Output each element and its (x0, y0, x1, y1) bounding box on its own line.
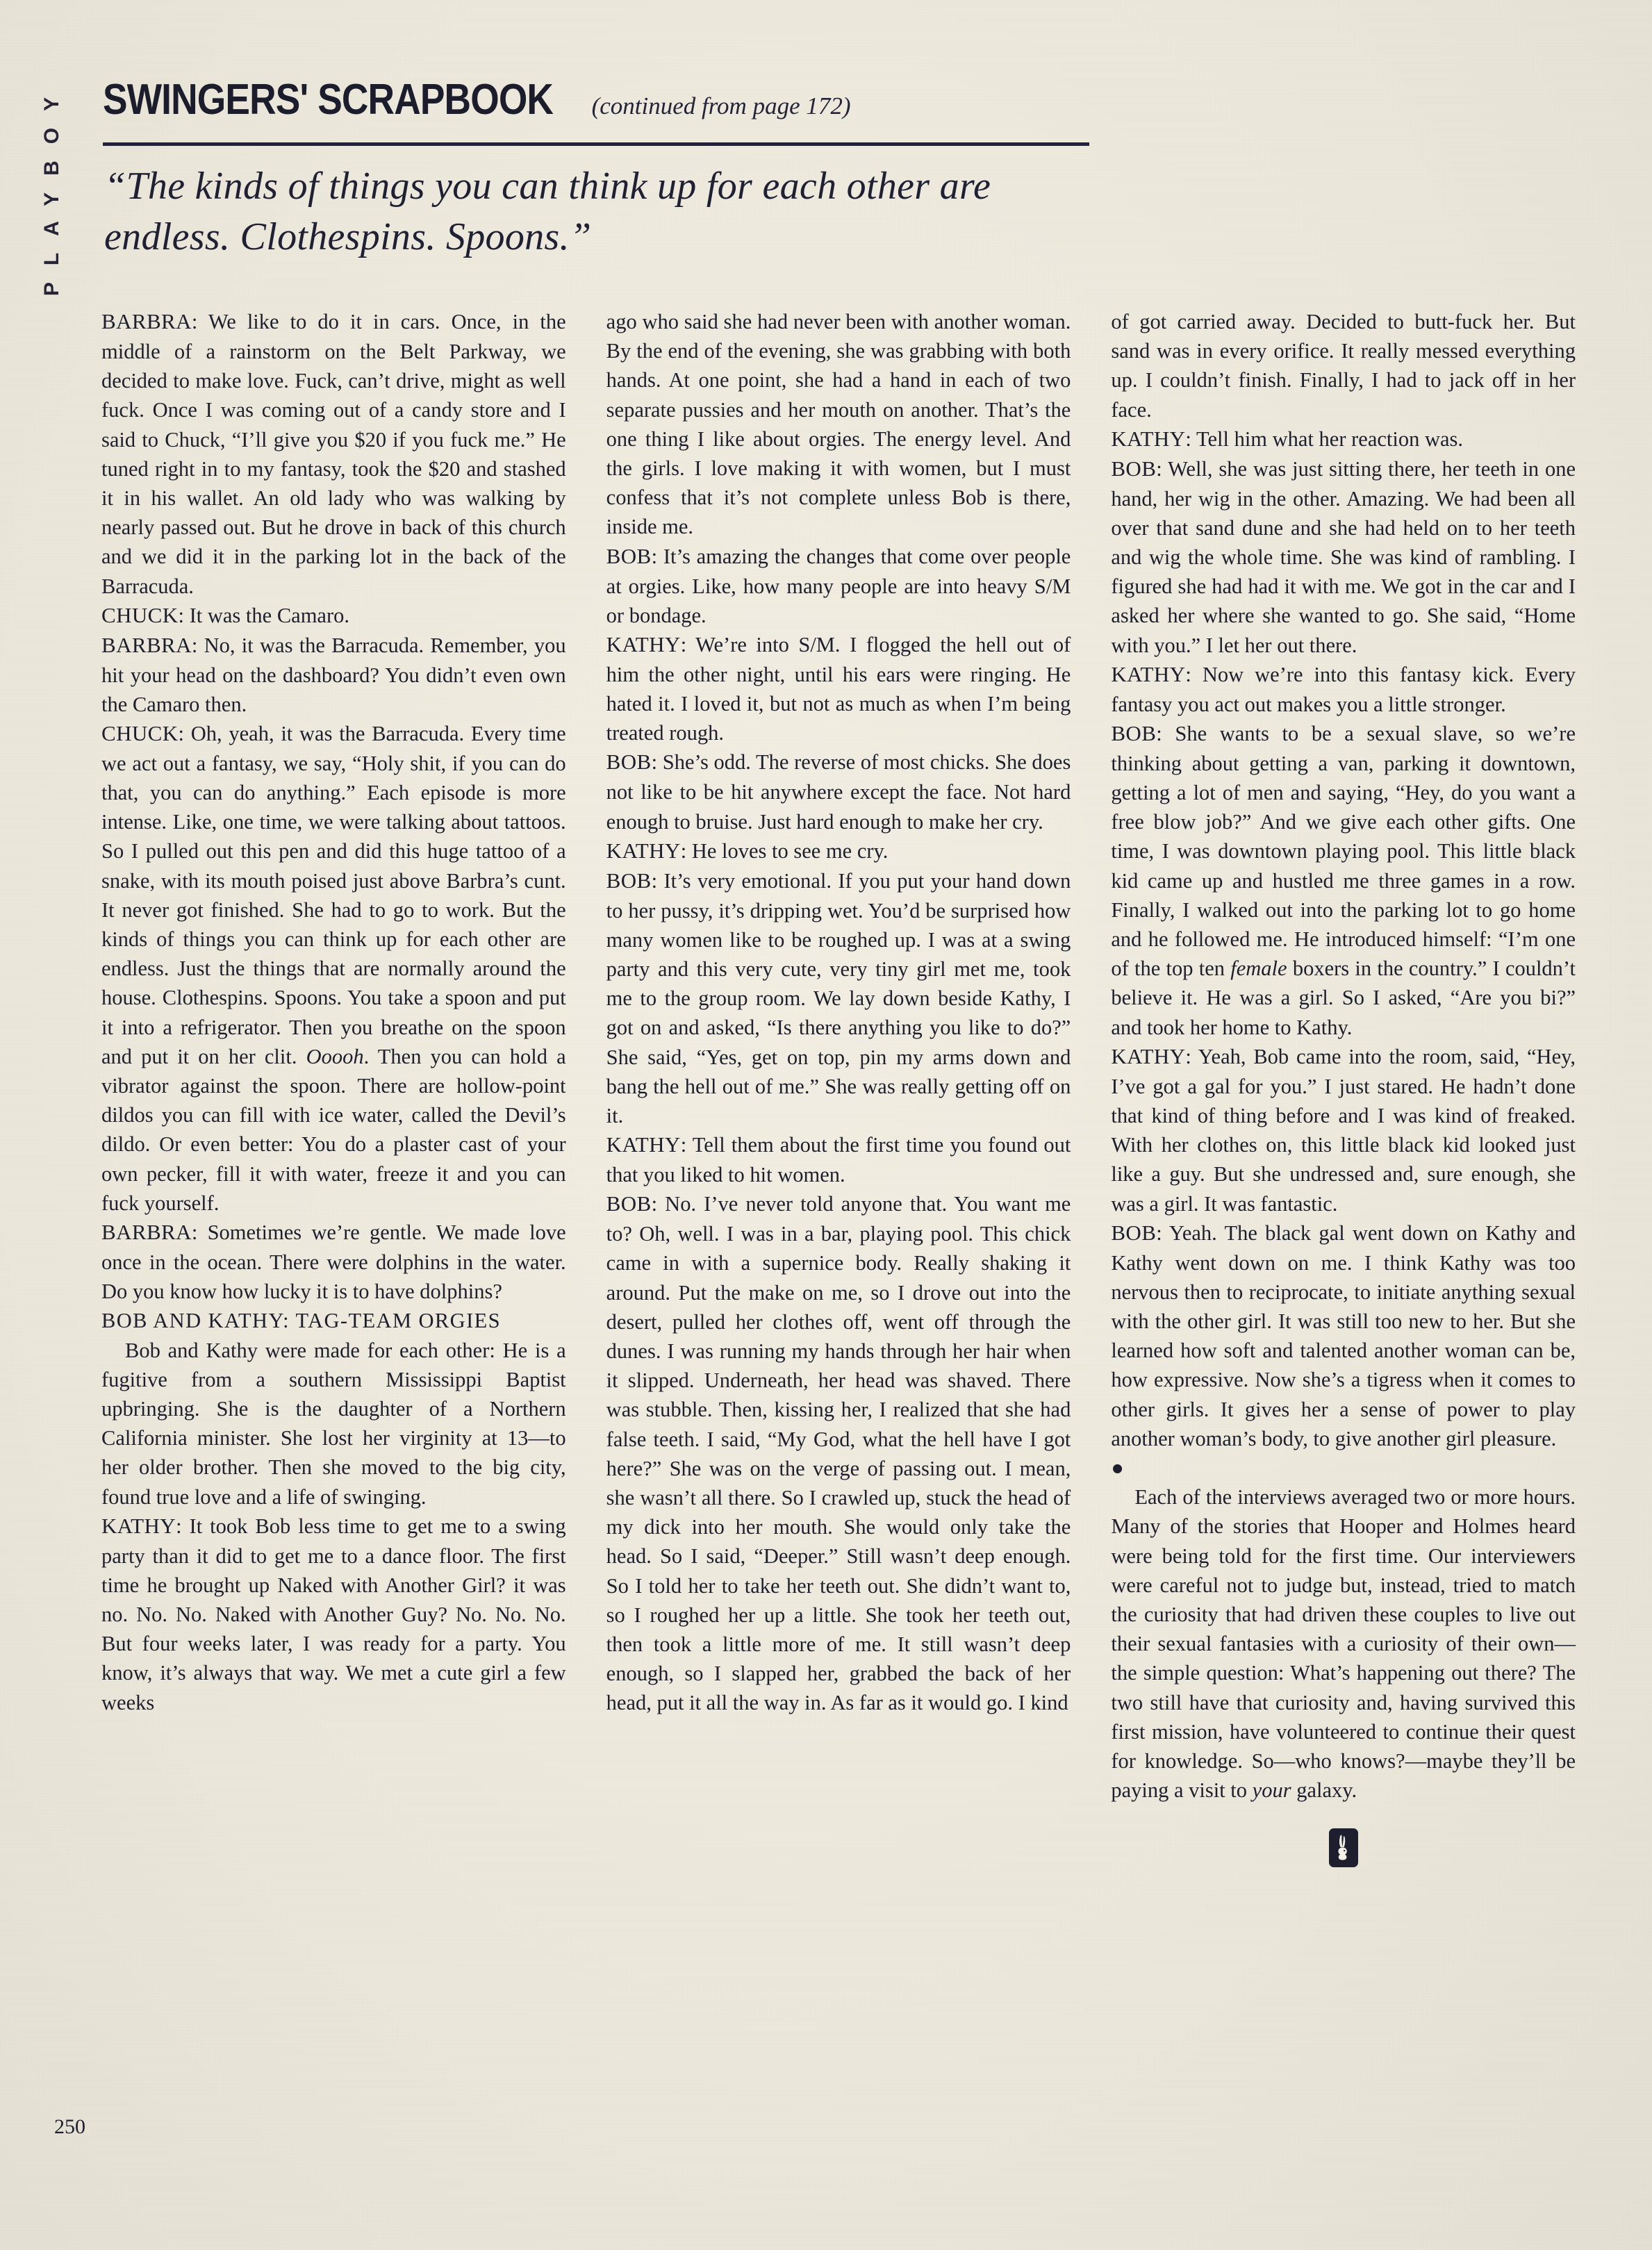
speaker-label: KATHY (1111, 1043, 1186, 1068)
speaker-label: BOB (1111, 1220, 1157, 1245)
dialogue-text: : It’s very emotional. If you put your hand down to her pussy, it’s dripping wet. You’d be surprised how many women like to be roughed up. I was at a swing party and this very cute, very tiny girl met me, took me to the group room. We lay down beside Kathy, I got on and asked, “Is there anything you like to do?” She said, “Yes, get on top, pin my arms down and bang the hell out of me.” She was really getting off on it. (606, 868, 1071, 1127)
speaker-label: BOB (606, 868, 652, 893)
speaker-label: CHUCK (101, 602, 179, 627)
column-three (1111, 307, 1576, 1867)
article-masthead (103, 75, 1574, 124)
closing-text-part1: Each of the interviews averaged two or more hours. Many of the stories that Hooper and Holmes heard were being told for the first time. Our interviewers were careful not to judge but, instead, tried to match the curiosity that had driven these couples to live out their sexual fantasies with a curiosity of their own—the simple question: What’s happening out there? The two still have that curiosity and, having survived this first mission, have volunteered to continue their quest for knowledge. So—who knows?—maybe they’ll be paying a visit to (1111, 1485, 1576, 1803)
dialogue-block (101, 719, 566, 1218)
dialogue-text: : Tell them about the first time you found out that you liked to hit women. (606, 1133, 1071, 1187)
dialogue-text: : He loves to see me cry. (680, 838, 889, 863)
dialogue-block (606, 866, 1071, 1131)
dialogue-block (101, 631, 566, 719)
emphasis-word: your (1252, 1778, 1291, 1803)
dialogue-block (1111, 719, 1576, 1042)
pull-quote-deck: “The kinds of things you can think up for each other are endless. Clothespins. Spoons.” (104, 165, 991, 258)
dialogue-text: : No, it was the Barracuda. Remember, you hit your head on the dashboard? You didn’t even own the Camaro then. (101, 633, 566, 716)
dialogue-text: : Oh, yeah, it was the Barracuda. Every time we act out a fantasy, we say, “Holy shit, if you can do that, you can do anything.” Each episode is more intense. Like, one time, we were talking about tattoos. So I pulled out this pen and did this huge tattoo of a snake, with its mouth poised just above Barbra’s cunt. It never got finished. She had to go to work. But the kinds of things you can think up for each other are endless. Just the things that are normally around the house. Clothespins. Spoons. You take a spoon and put it into a refrigerator. Then you breathe on the spoon and put it on her clit. (101, 721, 566, 1068)
body-paragraph: Bob and Kathy were made for each other: He is a fugitive from a southern Mississippi Baptist upbringing. She is the daughter of a Northern California minister. She lost her virginity at 13—to her older brother. Then she moved to the big city, found true love and a life of swinging. (101, 1338, 566, 1509)
header-rule (103, 142, 1089, 146)
speaker-label: BOB (1111, 720, 1157, 745)
magazine-spine-mark (36, 72, 68, 301)
rabbit-head-endmark-icon (1329, 1828, 1358, 1867)
dialogue-text: : She’s odd. The reverse of most chicks. She does not like to be hit anywhere except the face. Not hard enough to bruise. Just hard enough to make her cry. (606, 750, 1071, 834)
column-two (606, 307, 1071, 1867)
dialogue-block (1111, 424, 1576, 454)
dialogue-text: : Yeah. The black gal went down on Kathy and Kathy went down on me. I think Kathy was too nervous then to reciprocate, to initiate anything sexual with the other girl. It was still too new to her. But she learned how soft and talented another woman can be, how expressive. Now she’s a tigress when it comes to other girls. It gives her a sense of power to play another woman’s body, to give another girl pleasure. (1111, 1221, 1576, 1450)
dialogue-block (606, 630, 1071, 748)
speaker-label: CHUCK (101, 720, 179, 745)
continued-from-note: (continued from page 172) (591, 92, 851, 119)
speaker-label: KATHY (101, 1513, 176, 1538)
article-title: SWINGERS' SCRAPBOOK (103, 76, 554, 124)
dialogue-block (101, 1218, 566, 1306)
body-paragraph: of got carried away. Decided to butt-fuck her. But sand was in every orifice. It really messed everything up. I couldn’t finish. Finally, I had to jack off in her face. (1111, 310, 1576, 422)
speaker-label: BARBRA (101, 632, 192, 657)
column-one (101, 307, 566, 1867)
dialogue-block (606, 1130, 1071, 1189)
dialogue-text: : Now we’re into this fantasy kick. Every fantasy you act out makes you a little stronger. (1111, 662, 1576, 716)
speaker-label: BOB (606, 543, 652, 568)
dialogue-text: : It took Bob less time to get me to a swing party than it did to get me to a dance floor. The first time he brought up Naked with Another Girl? it was no. No. No. Naked with Another Guy? No. No. No. But four weeks later, I was ready for a party. You know, it’s always that way. We met a cute girl a few weeks (101, 1514, 566, 1714)
dialogue-text-cont: . Then you can hold a vibrator against the spoon. There are hollow-point dildos you can fill with ice water, called the Devil’s dildo. Or even better: You do a plaster cast of your own pecker, fill it with water, freeze it and you can fuck yourself. (101, 1044, 566, 1215)
speaker-label: KATHY (1111, 661, 1186, 686)
dialogue-block (1111, 660, 1576, 719)
dialogue-text: : It was the Camaro. (178, 603, 349, 627)
article-body (101, 307, 1576, 1867)
speaker-label: KATHY (606, 838, 681, 863)
section-bullet-divider: ● (1111, 1456, 1124, 1480)
dialogue-block (606, 1189, 1071, 1717)
dialogue-text: : Tell him what her reaction was. (1185, 427, 1464, 451)
closing-paragraph (1111, 1482, 1576, 1805)
dialogue-text: : Yeah, Bob came into the room, said, “Hey, I’ve got a gal for you.” I just stared. He hadn’t done that kind of thing before and I was kind of freaked. With her clothes on, this little black kid looked just like a guy. But she undressed and, sure enough, she was a girl. It was fantastic. (1111, 1044, 1576, 1216)
dialogue-text: : Sometimes we’re gentle. We made love once in the ocean. There were dolphins in the water. Do you know how lucky it is to have dolphins? (101, 1221, 566, 1304)
dialogue-text-cont: boxers in the country.” I couldn’t believe it. He was a girl. So I asked, “Are you bi?” and took her home to Kathy. (1111, 957, 1576, 1039)
dialogue-block (1111, 1042, 1576, 1218)
dialogue-text: : It’s amazing the changes that come over people at orgies. Like, how many people are into heavy S/M or bondage. (606, 544, 1071, 627)
dialogue-block (606, 747, 1071, 836)
dialogue-block (101, 307, 566, 601)
spine-label: PLAYBOY (40, 80, 64, 297)
dialogue-text: : No. I’ve never told anyone that. You want me to? Oh, well. I was in a bar, playing pool. This chick came in with a supernice body. Really shaking it around. Put the make on me, so I drove out into the desert, pulled her clothes off, went off through the dunes. I was running my hands through her hair when it slipped. Underneath, her head was shaved. There was stubble. Then, kissing her, I realized that she had false teeth. I said, “My God, what the hell have I got here?” She was on the verge of passing out. I mean, she wasn’t all there. So I crawled up, stuck the head of my dick into her mouth. She would only take the head. So I said, “Deeper.” Still wasn’t deep enough. So I told her to take her teeth out. She didn’t want to, so I roughed her up a little. She took her teeth out, then took a little more of me. It still wasn’t deep enough, so I slapped her, grabbed the back of her head, put it all the way in. As far as it would go. I kind (606, 1192, 1071, 1715)
speaker-label: KATHY (1111, 426, 1186, 451)
emphasis-word: female (1230, 957, 1287, 981)
closing-text-part2: galaxy. (1291, 1778, 1357, 1803)
dialogue-block (606, 542, 1071, 630)
dialogue-text: : We’re into S/M. I flogged the hell out of him the other night, until his ears were ringing. He hated it. I loved it, but not as much as when I’m being treated rough. (606, 632, 1071, 745)
dialogue-block (606, 836, 1071, 866)
speaker-label: BOB (606, 750, 652, 775)
speaker-label: BARBRA (101, 1220, 192, 1245)
speaker-label: BARBRA (101, 309, 192, 333)
emphasis-word: Ooooh (306, 1044, 364, 1068)
speaker-label: KATHY (606, 631, 681, 656)
section-subhead: BOB AND KATHY: TAG-TEAM ORGIES (101, 1309, 502, 1333)
dialogue-block (1111, 454, 1576, 660)
body-paragraph: ago who said she had never been with another woman. By the end of the evening, she was grabbing with both hands. At one point, she had a hand in each of two separate pussies and her mouth on another. That’s the one thing I like about orgies. The energy level. And the girls. I love making it with women, but I must confess that it’s not complete unless Bob is there, inside me. (606, 310, 1071, 539)
dialogue-block (101, 1512, 566, 1717)
dialogue-block (101, 601, 566, 631)
speaker-label: BOB (1111, 456, 1157, 481)
page-number: 250 (54, 2115, 85, 2138)
dialogue-block (1111, 1218, 1576, 1453)
dialogue-text: : She wants to be a sexual slave, so we’re thinking about getting a van, parking it downtown, getting a lot of men and saying, “Hey, do you want a free blow job?” And we give each other gifts. One time, I was downtown playing pool. This little black kid came up and hustled me three games in a row. Finally, I walked out into the parking lot to go home and he followed me. He introduced himself: “I’m one of the top ten (1111, 721, 1576, 981)
dialogue-text: : Well, she was just sitting there, her teeth in one hand, her wig in the other. Amazing. We had been all over that sand dune and she had held on to her teeth and wig the whole time. She was kind of rambling. I figured she had had it with me. We got in the car and I asked her where she wanted to go. She said, “Home with you.” I let her out there. (1111, 456, 1576, 657)
speaker-label: BOB (606, 1191, 652, 1216)
speaker-label: KATHY (606, 1132, 681, 1157)
dialogue-text: : We like to do it in cars. Once, in the middle of a rainstorm on the Belt Parkway, we decided to make love. Fuck, can’t drive, might as well fuck. Once I was coming out of a candy store and I said to Chuck, “I’ll give you $20 if you fuck me.” He tuned right in to my fantasy, took the $20 and stashed it in his wallet. An old lady who was walking by nearly passed out. But he drove in back of this church and we did it in the parking lot in the back of the Barracuda. (101, 310, 566, 598)
